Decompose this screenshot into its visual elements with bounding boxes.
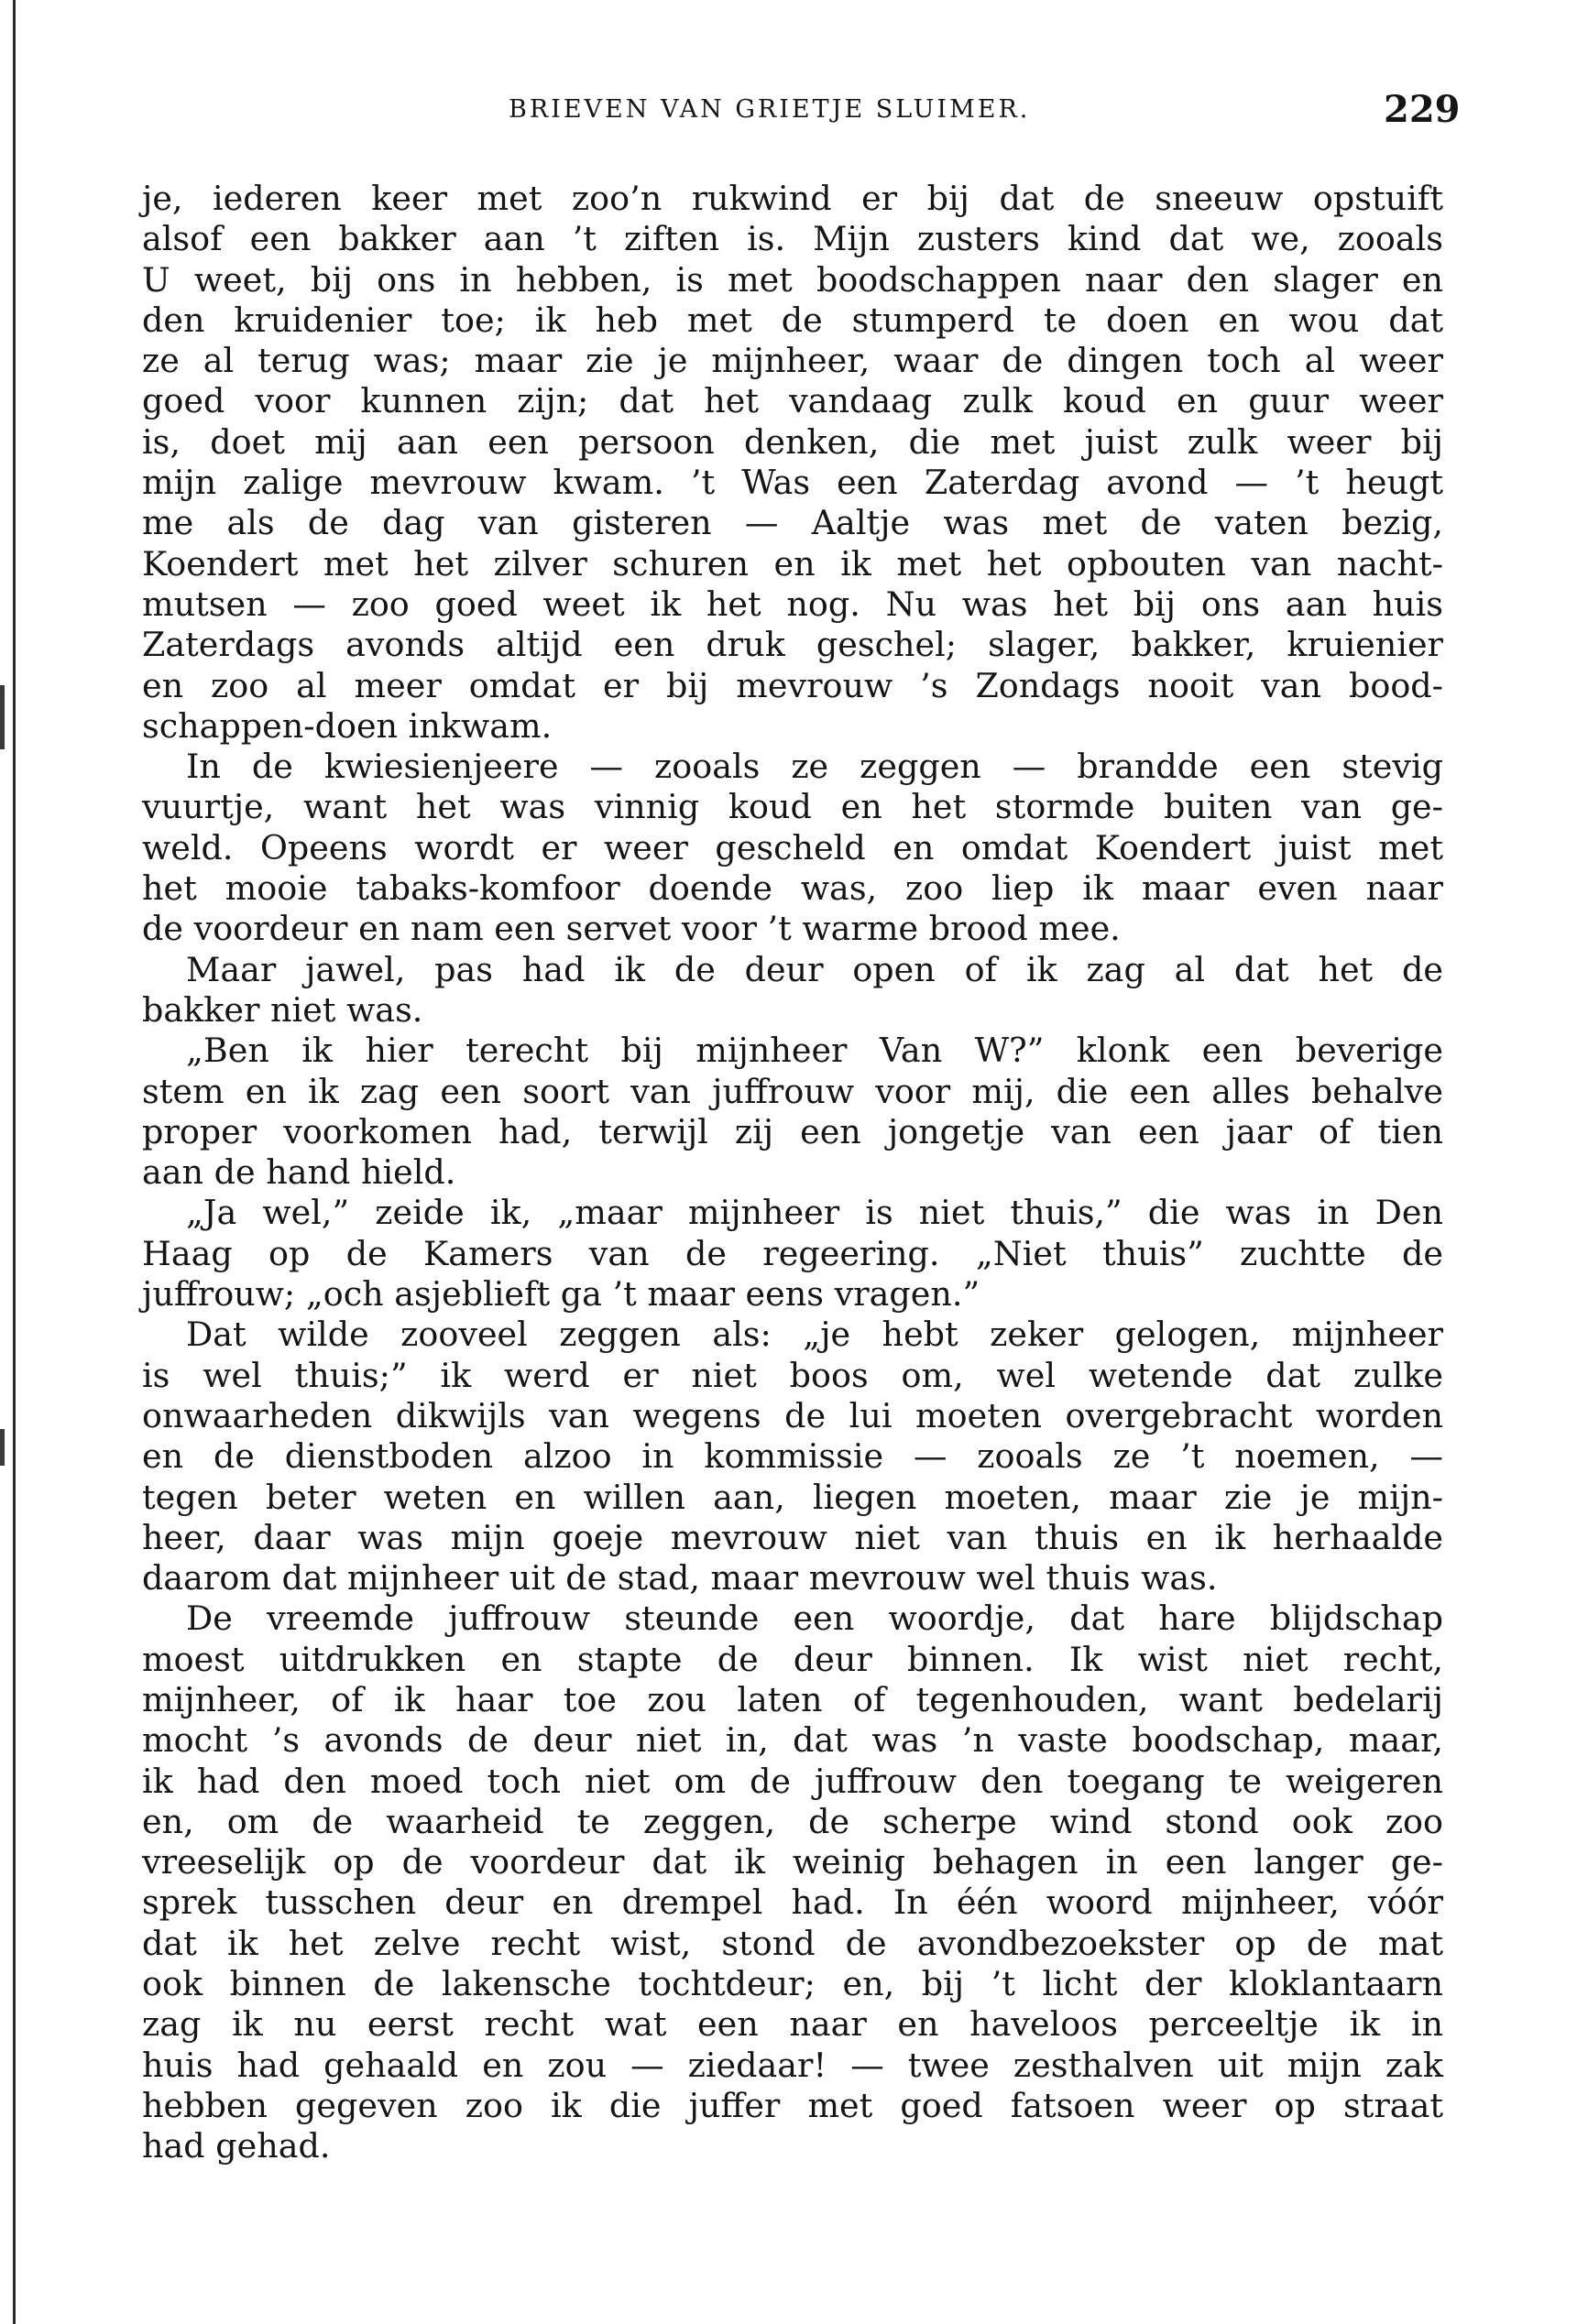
text-line: Maar jawel, pas had ik de deur open of ik zag al dat het de	[186, 949, 1443, 989]
text-line: vreeselijk op de voordeur dat ik weinig behagen in een langer ge-	[142, 1842, 1443, 1882]
text-line: ik had den moed toch niet om de juffrouw den toegang te weigeren	[142, 1761, 1443, 1801]
text-line: had gehad.	[142, 2126, 331, 2166]
text-line: hebben gegeven zoo ik die juffer met goed fatsoen weer op straat	[142, 2085, 1443, 2125]
text-line: aan de hand hield.	[142, 1152, 456, 1193]
text-line: zag ik nu eerst recht wat een naar en haveloos perceeltje ik in	[142, 2004, 1443, 2045]
page-number: 229	[1384, 88, 1461, 131]
text-line: „Ja wel,” zeide ik, „maar mijnheer is niet thuis,” die was in Den	[186, 1193, 1443, 1233]
text-line: je, iederen keer met zoo’n rukwind er bij dat de sneeuw opstuift	[142, 179, 1443, 218]
text-line: en zoo al meer omdat er bij mevrouw ’s Zondags nooit van bood-	[142, 665, 1443, 705]
text-line: Zaterdags avonds altijd een druk geschel; slager, bakker, kruienier	[142, 625, 1443, 665]
text-line: U weet, bij ons in hebben, is met boodschappen naar den slager en	[142, 259, 1443, 300]
text-line: stem en ik zag een soort van juffrouw voor mij, die een alles behalve	[142, 1071, 1443, 1111]
text-line: huis had gehaald en zou — ziedaar! — twee zesthalven uit mijn zak	[142, 2045, 1443, 2085]
text-line: ook binnen de lakensche tochtdeur; en, bij ’t licht der kloklantaarn	[142, 1964, 1443, 2004]
text-line: mijnheer, of ik haar toe zou laten of tegenhouden, want bedelarij	[142, 1679, 1443, 1719]
paragraph	[142, 747, 1443, 949]
text-line: daarom dat mijnheer uit de stad, maar mevrouw wel thuis was.	[142, 1558, 1218, 1598]
text-line: vuurtje, want het was vinnig koud en het stormde buiten van ge-	[142, 787, 1443, 827]
text-line: dat ik het zelve recht wist, stond de avondbezoekster op de mat	[142, 1923, 1443, 1963]
paragraph	[142, 950, 1443, 1031]
text-line: In de kwiesienjeere — zooals ze zeggen — brandde een stevig	[186, 747, 1443, 787]
text-line: Haag op de Kamers van de regeering. „Niet thuis” zuchtte de	[142, 1233, 1443, 1273]
text-line: is, doet mij aan een persoon denken, die met juist zulk weer bij	[142, 421, 1443, 462]
text-line: heer, daar was mijn goeje mevrouw niet van thuis en ik herhaalde	[142, 1517, 1443, 1557]
body-text	[142, 179, 1443, 2167]
text-line: de voordeur en nam een servet voor ’t warme brood mee.	[142, 909, 1121, 949]
text-line: Dat wilde zooveel zeggen als: „je hebt zeker gelogen, mijnheer	[186, 1315, 1443, 1355]
paragraph	[142, 1193, 1443, 1315]
running-head: BRIEVEN VAN GRIETJE SLUIMER.	[509, 95, 1031, 124]
text-line: mijn zalige mevrouw kwam. ’t Was een Zaterdag avond — ’t heugt	[142, 463, 1443, 503]
text-line: mutsen — zoo goed weet ik het nog. Nu was het bij ons aan huis	[142, 584, 1443, 624]
text-line: moest uitdrukken en stapte de deur binnen. Ik wist niet recht,	[142, 1639, 1443, 1679]
paragraph	[142, 1598, 1443, 2166]
text-line: schappen-doen inkwam.	[142, 705, 553, 746]
text-line: goed voor kunnen zijn; dat het vandaag zulk koud en guur weer	[142, 381, 1443, 421]
scan-edge-mark	[0, 1429, 5, 1466]
text-line: „Ben ik hier terecht bij mijnheer Van W?” klonk een beverige	[186, 1031, 1443, 1071]
text-line: juffrouw; „och asjeblieft ga ’t maar eens vragen.”	[142, 1274, 980, 1315]
text-line: sprek tusschen deur en drempel had. In één woord mijnheer, vóór	[142, 1882, 1443, 1923]
paragraph	[142, 1031, 1443, 1193]
text-line: Koendert met het zilver schuren en ik met het opbouten van nacht-	[142, 543, 1443, 584]
paragraph	[142, 1315, 1443, 1598]
text-line: is wel thuis;” ik werd er niet boos om, wel wetende dat zulke	[142, 1355, 1443, 1395]
text-line: tegen beter weten en willen aan, liegen moeten, maar zie je mijn-	[142, 1477, 1443, 1517]
text-line: De vreemde juffrouw steunde een woordje, dat hare blijdschap	[186, 1598, 1443, 1639]
paragraph	[142, 179, 1443, 747]
scan-binding-edge	[13, 0, 16, 2324]
text-line: proper voorkomen had, terwijl zij een jongetje van een jaar of tien	[142, 1111, 1443, 1151]
text-line: het mooie tabaks-komfoor doende was, zoo liep ik maar even naar	[142, 868, 1443, 909]
text-line: mocht ’s avonds de deur niet in, dat was ’n vaste boodschap, maar,	[142, 1720, 1443, 1761]
text-line: alsof een bakker aan ’t ziften is. Mijn zusters kind dat we, zooals	[142, 219, 1443, 259]
text-line: bakker niet was.	[142, 989, 423, 1030]
text-line: den kruidenier toe; ik heb met de stumperd te doen en wou dat	[142, 300, 1443, 340]
text-line: en de dienstboden alzoo in kommissie — zooals ze ’t noemen, —	[142, 1436, 1443, 1477]
scan-edge-mark	[0, 685, 5, 749]
text-line: onwaarheden dikwijls van wegens de lui moeten overgebracht worden	[142, 1395, 1443, 1435]
text-line: me als de dag van gisteren — Aaltje was met de vaten bezig,	[142, 503, 1443, 543]
text-line: ze al terug was; maar zie je mijnheer, waar de dingen toch al weer	[142, 341, 1443, 381]
text-line: weld. Opeens wordt er weer gescheld en omdat Koendert juist met	[142, 827, 1443, 867]
text-line: en, om de waarheid te zeggen, de scherpe wind stond ook zoo	[142, 1801, 1443, 1841]
